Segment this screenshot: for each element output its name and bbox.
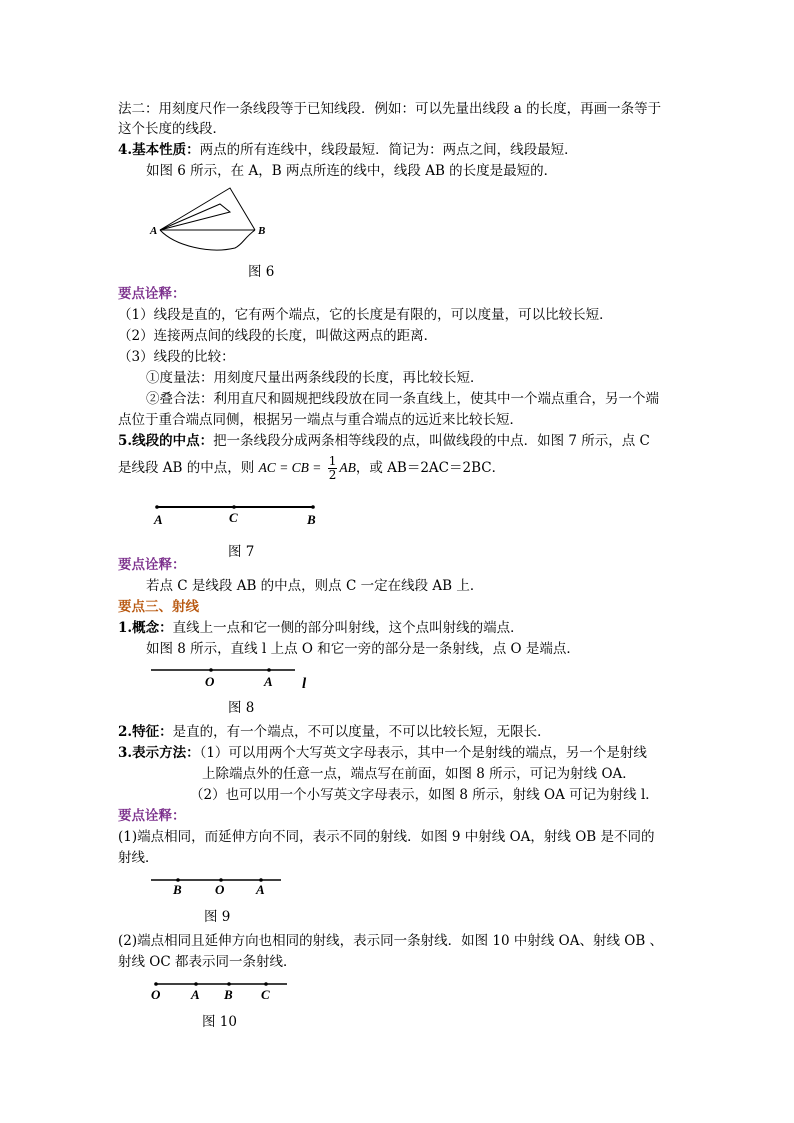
fig7-caption: 图 7 xyxy=(228,544,255,560)
fraction-half: $\frac{1}{2}$ xyxy=(328,454,337,482)
feature-line xyxy=(118,723,551,741)
representation-line xyxy=(118,744,647,762)
fig7-label-b: B xyxy=(307,512,316,527)
fig8-description: 如图 8 所示，直线 l 上点 O 和它一旁的部分是一条射线，点 O 是端点． xyxy=(146,641,580,657)
fig9-label-o: O xyxy=(215,882,225,897)
midpoint-formula-suffix: ，或 AB＝2AC＝2BC． xyxy=(355,460,506,476)
midpoint-line xyxy=(118,432,650,450)
note-item: (1)端点相同，而延伸方向不同，表示不同的射线．如图 9 中射线 OA，射线 OB 是不同的 xyxy=(118,829,655,845)
fig9-caption: 图 9 xyxy=(204,909,231,925)
fig6-description: 如图 6 所示，在 A，B 两点所连的线中，线段 AB 的长度是最短的． xyxy=(146,163,558,179)
fig10-label-c: C xyxy=(261,987,270,1002)
fig10-label-a: A xyxy=(191,987,200,1002)
text-line: 这个长度的线段． xyxy=(118,121,226,137)
midpoint-label: 5.线段的中点： xyxy=(118,433,214,449)
representation-text: （1）可以用两个大写英文字母表示，其中一个是射线的端点，另一个是射线 xyxy=(199,745,647,761)
text-line: 法二：用刻度尺作一条线段等于已知线段．例如：可以先量出线段 a 的长度，再画一条等于 xyxy=(118,101,662,117)
basic-property-label: 4.基本性质： xyxy=(118,142,200,158)
fig6-caption: 图 6 xyxy=(248,264,275,280)
fig8-caption: 图 8 xyxy=(228,700,255,716)
fig9-label-a: A xyxy=(256,882,265,897)
note-subitem: ②叠合法：利用直尺和圆规把线段放在同一条直线上，使其中一个端点重合，另一个端 xyxy=(146,391,659,407)
figure-7 xyxy=(145,497,335,531)
note-item: （2）连接两点间的线段的长度，叫做这两点的距离． xyxy=(118,328,438,344)
note-item: （1）线段是直的，它有两个端点，它的长度是有限的，可以度量，可以比较长短． xyxy=(118,307,613,323)
representation-text-2: （2）也可以用一个小写英文字母表示，如图 8 所示，射线 OA 可记为射线 l． xyxy=(190,787,659,803)
note-item: 射线 OC 都表示同一条射线． xyxy=(118,954,297,970)
formula-eq: AC = CB = xyxy=(258,460,322,475)
representation-text-cont: 上除端点外的任意一点，端点写在前面，如图 8 所示，可记为射线 OA． xyxy=(202,766,636,782)
fig8-label-o: O xyxy=(205,674,215,689)
basic-property-line xyxy=(118,141,578,159)
fig7-label-a: A xyxy=(154,512,163,527)
midpoint-formula-prefix: 是线段 AB 的中点，则 xyxy=(118,460,255,476)
concept-text: 直线上一点和它一侧的部分叫射线，这个点叫射线的端点． xyxy=(172,620,524,636)
note-subitem: ①度量法：用刻度尺量出两条线段的长度，再比较长短． xyxy=(146,370,484,386)
figure-9 xyxy=(145,872,290,902)
figure-6 xyxy=(140,182,280,262)
midpoint-formula-line xyxy=(118,452,505,484)
fig10-caption: 图 10 xyxy=(202,1014,237,1030)
fig9-label-b: B xyxy=(173,882,182,897)
feature-text: 是直的，有一个端点，不可以度量，不可以比较长短，无限长． xyxy=(172,724,551,740)
fig7-label-c: C xyxy=(229,510,238,525)
figure-10 xyxy=(145,976,295,1008)
note-subitem: 点位于重合端点同侧，根据另一端点与重合端点的远近来比较长短． xyxy=(118,412,523,428)
concept-label: 1.概念： xyxy=(118,620,173,636)
formula-ab: AB xyxy=(339,460,356,475)
fig8-label-a: A xyxy=(264,674,273,689)
fig10-label-b: B xyxy=(224,987,233,1002)
notes-title: 要点诠释： xyxy=(118,286,186,302)
notes-title: 要点诠释： xyxy=(118,557,186,573)
note-item: (2)端点相同且延伸方向也相同的射线，表示同一条射线．如图 10 中射线 OA、射线 OB 、 xyxy=(118,933,664,949)
midpoint-text: 把一条线段分成两条相等线段的点，叫做线段的中点．如图 7 所示，点 C xyxy=(213,433,650,449)
section-title: 要点三、射线 xyxy=(118,599,199,615)
fig6-label-a: A xyxy=(150,225,158,237)
feature-label: 2.特征： xyxy=(118,724,173,740)
note-item: （3）线段的比较： xyxy=(118,349,235,365)
fig6-label-b: B xyxy=(258,225,266,237)
notes-title: 要点诠释： xyxy=(118,808,186,824)
note-item: 若点 C 是线段 AB 的中点，则点 C 一定在线段 AB 上． xyxy=(146,578,484,594)
representation-label: 3.表示方法： xyxy=(118,745,200,761)
figure-8 xyxy=(145,662,325,694)
concept-line xyxy=(118,619,524,637)
note-item: 射线． xyxy=(118,850,159,866)
basic-property-text: 两点的所有连线中，线段最短．简记为：两点之间，线段最短． xyxy=(199,142,578,158)
fig8-label-l: l xyxy=(302,676,307,692)
fig10-label-o: O xyxy=(151,987,161,1002)
